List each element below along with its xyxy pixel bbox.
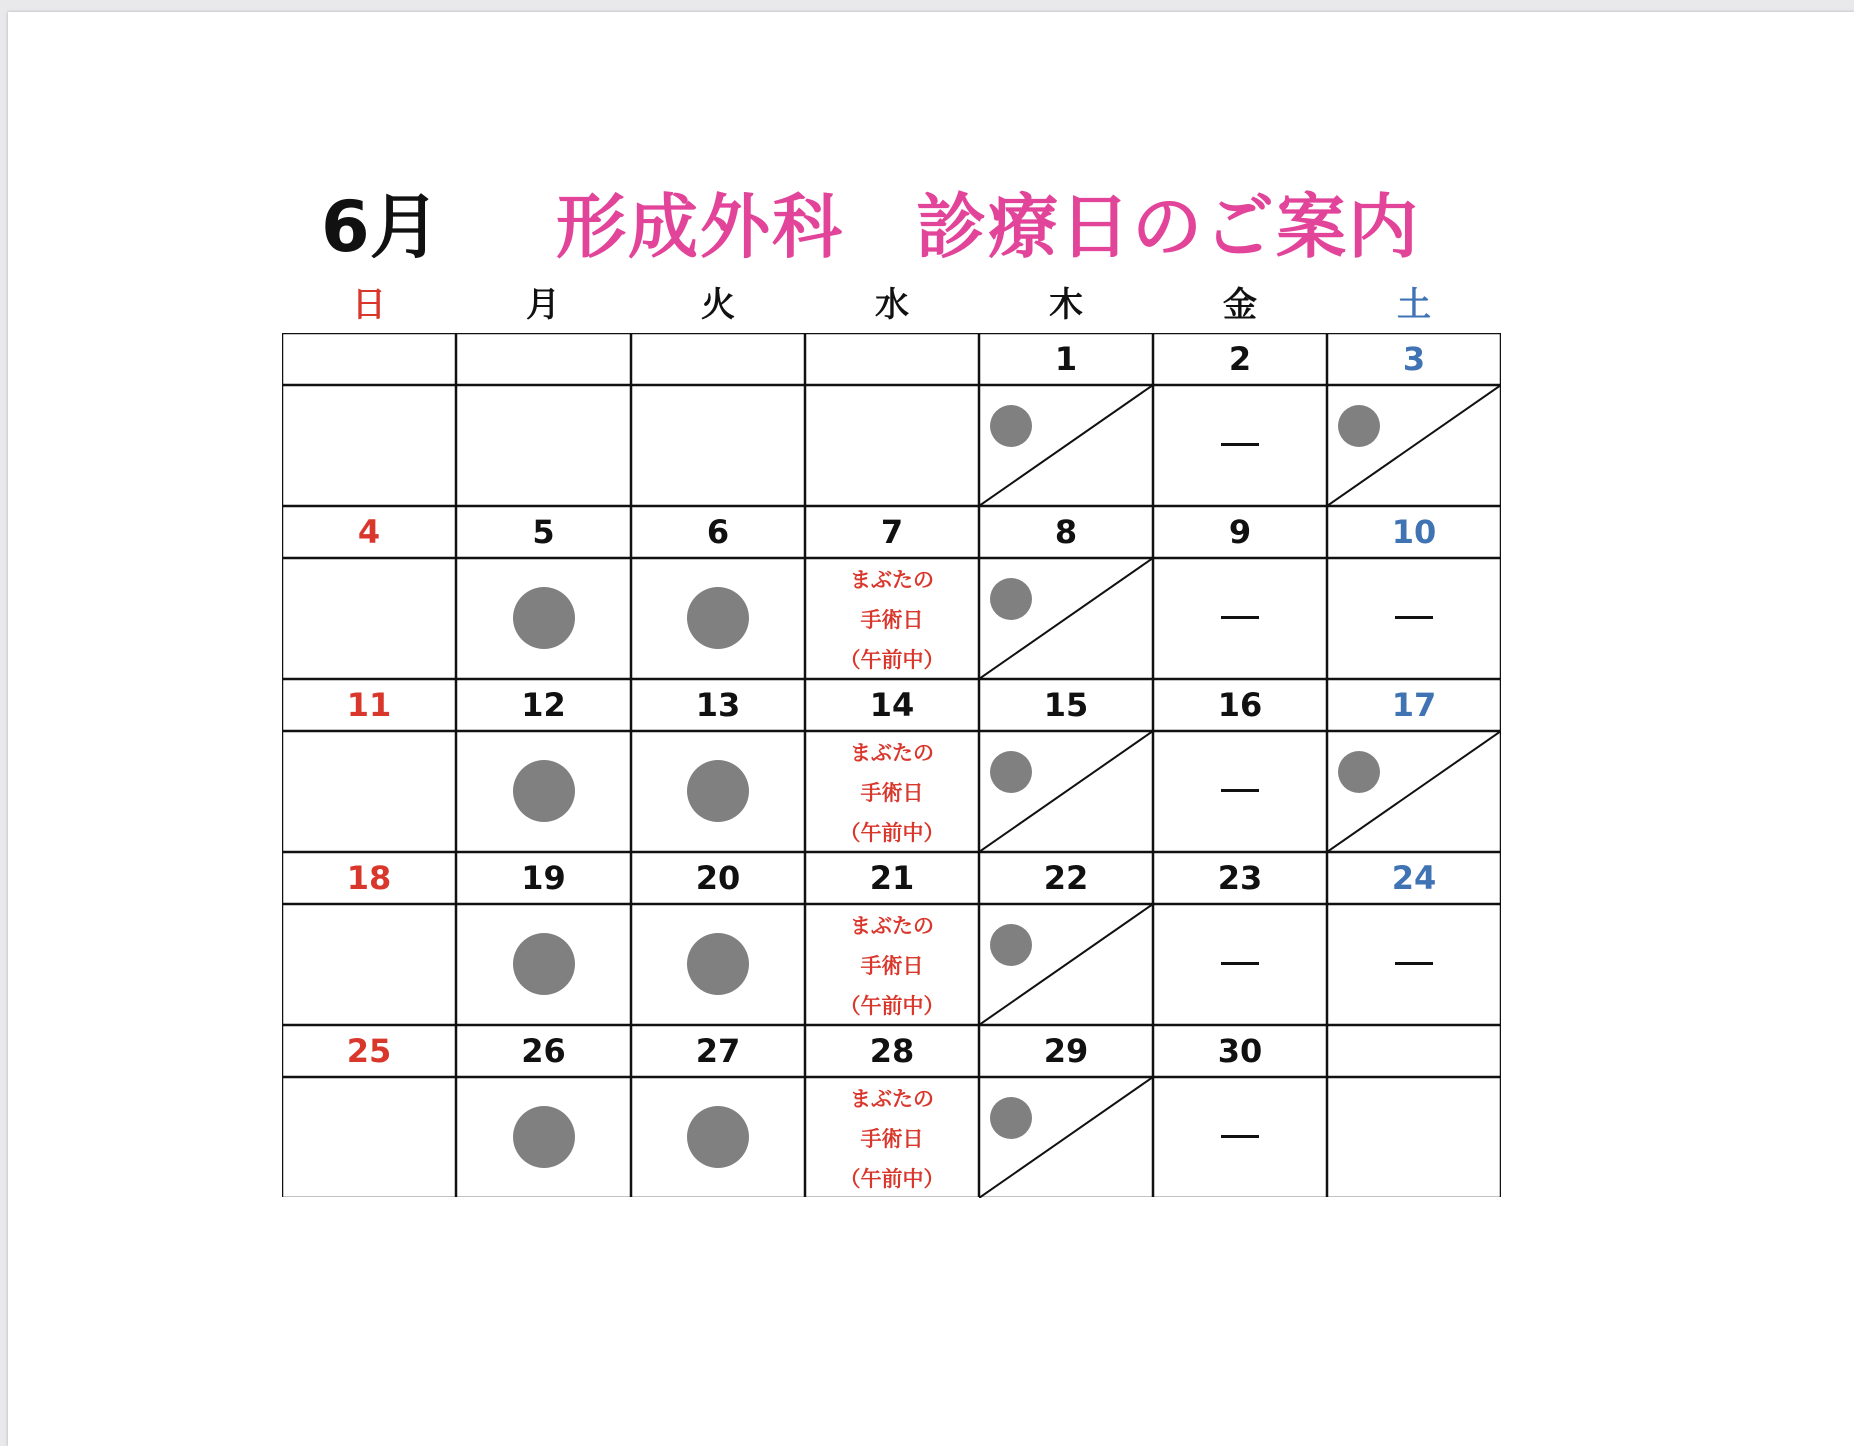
day-status-cell [1327,385,1501,506]
date-number: 1 [1054,340,1078,378]
weekday-label: 金 [1223,285,1257,325]
day-status-cell [282,385,456,506]
weekday-label: 土 [1397,285,1431,325]
weekday-label: 火 [701,285,735,325]
date-number: 2 [1228,340,1252,378]
date-number: 29 [1043,1032,1089,1070]
date-number: 24 [1391,859,1437,897]
day-status-cell [1327,904,1501,1025]
surgery-note-line: まぶたの [850,741,934,765]
calendar-grid [282,333,1501,1197]
date-number: 16 [1217,686,1263,724]
day-status-cell [805,558,979,679]
surgery-note-line: （午前中） [839,1167,945,1191]
date-number: 11 [346,686,392,724]
full-day-dot-icon [687,587,749,649]
full-day-dot-icon [513,587,575,649]
day-status-cell [456,385,631,506]
date-number: 4 [357,513,381,551]
date-number: 3 [1402,340,1426,378]
date-number: 8 [1054,513,1078,551]
day-status-cell [1153,904,1327,1025]
weekday-header-row [282,280,1501,330]
date-number: 28 [869,1032,915,1070]
day-status-cell [631,731,805,852]
half-day-diagonal [979,558,1153,679]
diagonal-line [979,1077,1153,1198]
date-number [1327,1025,1501,1077]
day-status-cell [979,1077,1153,1198]
day-status-cell [282,904,456,1025]
full-day-dot-icon [687,1106,749,1168]
surgery-note-line: 手術日 [860,1127,924,1151]
date-number: 12 [521,686,566,724]
day-status-cell [1153,558,1327,679]
date-number: 6 [706,513,730,551]
surgery-note-line: 手術日 [860,608,924,632]
half-day-diagonal [979,731,1153,852]
day-status-cell [631,558,805,679]
closed-dash-icon [1221,443,1259,446]
date-number: 25 [346,1032,392,1070]
closed-dash-icon [1221,962,1259,965]
day-status-cell [979,904,1153,1025]
date-number [456,333,631,385]
day-status-cell [282,731,456,852]
day-status-cell [456,1077,631,1198]
full-day-dot-icon [687,760,749,822]
surgery-note-line: （午前中） [839,821,945,845]
day-status-cell [979,558,1153,679]
date-number: 19 [521,859,566,897]
date-number: 20 [695,859,741,897]
diagonal-line [979,558,1153,679]
day-status-cell [282,558,456,679]
diagonal-line [1327,385,1501,506]
date-number: 10 [1391,513,1437,551]
day-status-cell [805,1077,979,1198]
page-title: 形成外科 診療日のご案内 [556,186,1420,268]
date-number: 7 [880,513,904,551]
weekday-label: 木 [1049,285,1083,325]
day-status-cell [1153,1077,1327,1198]
date-number: 5 [532,513,555,551]
closed-dash-icon [1221,1135,1259,1138]
half-day-diagonal [1327,385,1501,506]
half-day-diagonal [1327,731,1501,852]
weekday-label: 日 [352,285,386,325]
half-day-diagonal [979,1077,1153,1198]
closed-dash-icon [1221,616,1259,619]
day-status-cell [631,385,805,506]
day-status-cell [282,1077,456,1198]
surgery-note-line: まぶたの [850,914,934,938]
day-status-cell [1327,731,1501,852]
surgery-note-line: まぶたの [850,568,934,592]
full-day-dot-icon [687,933,749,995]
closed-dash-icon [1395,616,1433,619]
date-number [805,333,979,385]
date-number: 14 [869,686,915,724]
day-status-cell [979,731,1153,852]
day-status-cell [1153,385,1327,506]
date-number: 9 [1228,513,1252,551]
half-day-diagonal [979,904,1153,1025]
day-status-cell [805,904,979,1025]
day-status-cell [631,904,805,1025]
full-day-dot-icon [513,1106,575,1168]
date-number: 27 [695,1032,741,1070]
day-status-cell [805,731,979,852]
closed-dash-icon [1221,789,1259,792]
date-number: 21 [869,859,915,897]
date-number: 17 [1391,686,1437,724]
surgery-note-line: 手術日 [860,954,924,978]
date-number: 13 [695,686,741,724]
date-number [282,333,456,385]
diagonal-line [979,731,1153,852]
day-status-cell [805,385,979,506]
diagonal-line [979,385,1153,506]
weekday-label: 月 [526,285,560,325]
day-status-cell [631,1077,805,1198]
full-day-dot-icon [513,933,575,995]
day-status-cell [1153,731,1327,852]
date-number [631,333,805,385]
date-number: 30 [1217,1032,1263,1070]
diagonal-line [979,904,1153,1025]
date-number: 23 [1217,859,1263,897]
surgery-note-line: 手術日 [860,781,924,805]
date-number: 15 [1043,686,1089,724]
surgery-note-line: （午前中） [839,648,945,672]
day-status-cell [456,731,631,852]
day-status-cell [1327,1077,1501,1198]
date-number: 22 [1043,859,1089,897]
date-number: 26 [521,1032,566,1070]
surgery-note-line: まぶたの [850,1087,934,1111]
month-title: 6月 [321,186,440,268]
diagonal-line [1327,731,1501,852]
half-day-diagonal [979,385,1153,506]
full-day-dot-icon [513,760,575,822]
surgery-note-line: （午前中） [839,994,945,1018]
date-number: 18 [346,859,392,897]
day-status-cell [456,558,631,679]
day-status-cell [979,385,1153,506]
day-status-cell [456,904,631,1025]
closed-dash-icon [1395,962,1433,965]
day-status-cell [1327,558,1501,679]
weekday-label: 水 [875,285,909,325]
